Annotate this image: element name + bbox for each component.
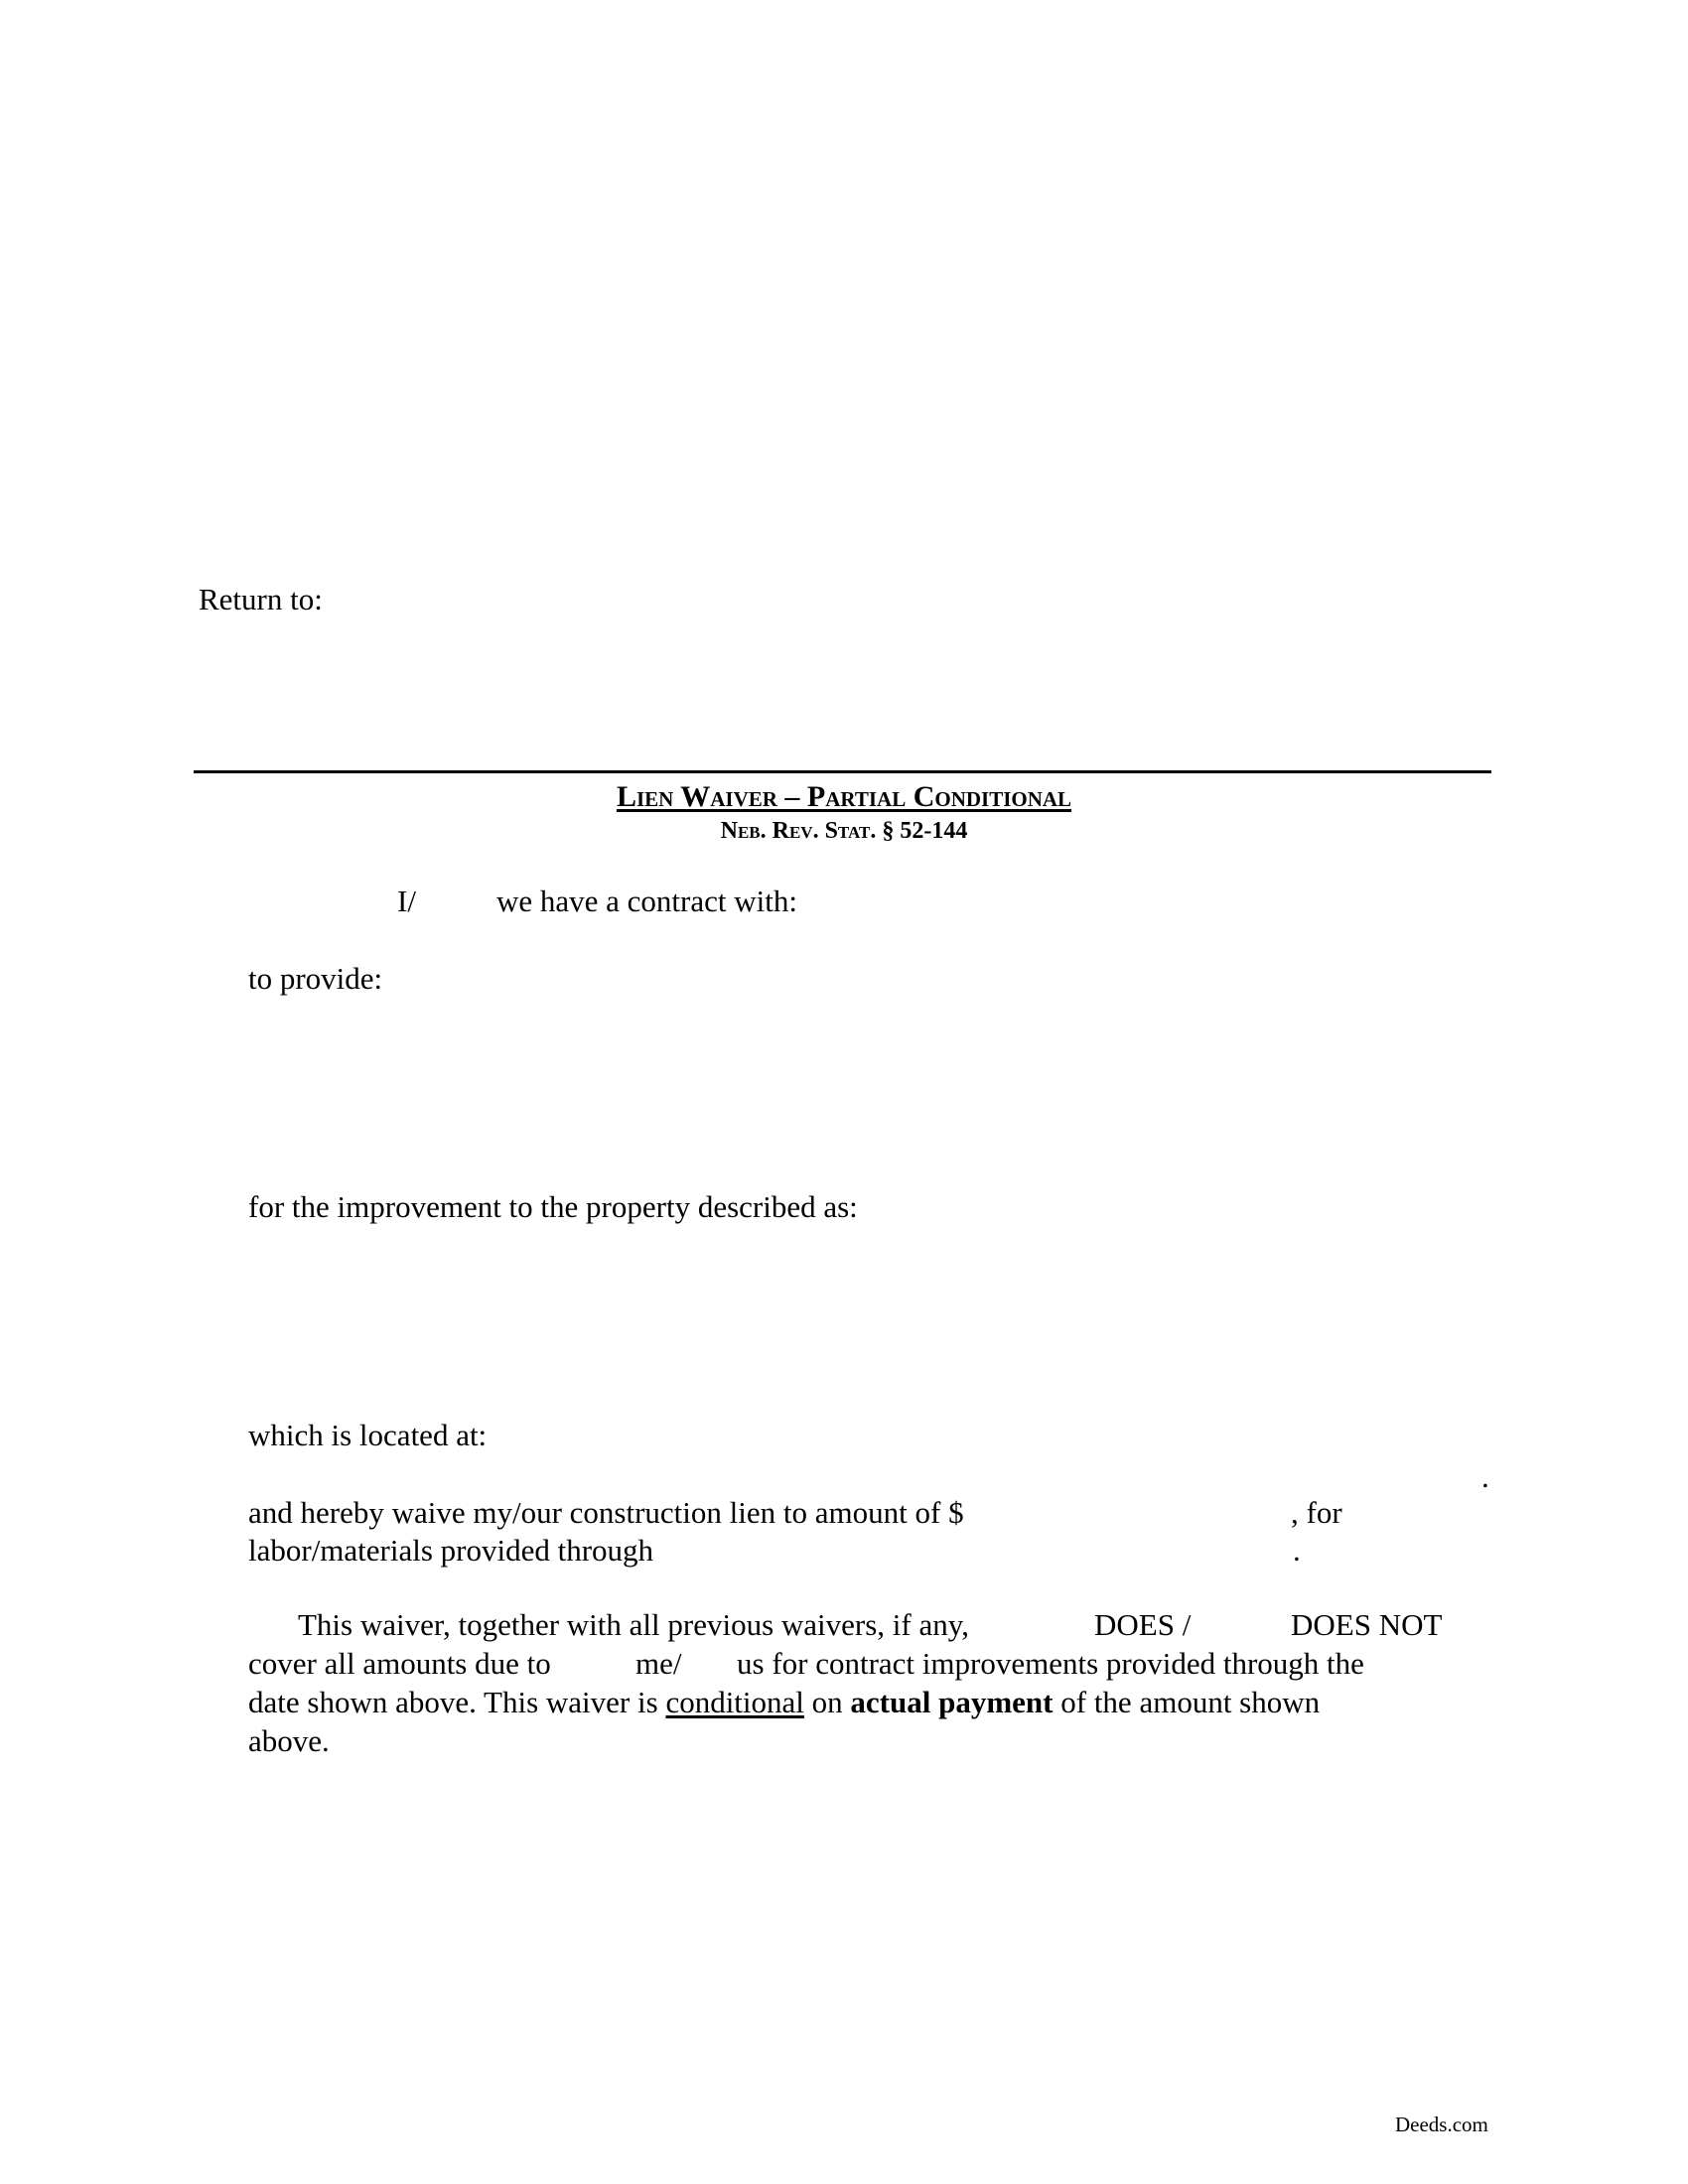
waiver-paragraph-start: This waiver, together with all previous waivers, if any, (298, 1607, 969, 1642)
location-label: which is located at: (248, 1418, 488, 1452)
conditional-term: conditional (665, 1685, 804, 1719)
cover-text: cover all amounts due to (248, 1646, 551, 1681)
location-end-period: . (1481, 1459, 1489, 1494)
conditional-sentence (248, 1683, 1320, 1722)
us-option-text: us for contract improvements provided through the (737, 1646, 1364, 1681)
i-option: I/ (397, 884, 416, 918)
labor-materials-text: labor/materials provided through (248, 1533, 654, 1568)
does-option: DOES / (1094, 1607, 1192, 1642)
improvement-label: for the improvement to the property described as: (248, 1189, 858, 1224)
above-text: above. (248, 1723, 330, 1758)
labor-end-period: . (1293, 1533, 1301, 1568)
on-text: on (811, 1685, 843, 1719)
actual-payment-term: actual payment (850, 1685, 1054, 1719)
me-option: me/ (635, 1646, 682, 1681)
form-title: Lien Waiver – Partial Conditional (616, 780, 1072, 813)
footer-brand: Deeds.com (1395, 2113, 1488, 2136)
return-to-label: Return to: (199, 582, 323, 616)
to-provide-label: to provide: (248, 961, 383, 996)
waiver-amount-text: and hereby waive my/our construction lien to amount of $ (248, 1495, 964, 1530)
statute-reference: Neb. Rev. Stat. § 52-144 (720, 818, 968, 844)
does-not-option: DOES NOT (1291, 1607, 1443, 1642)
header-divider (194, 770, 1491, 773)
date-shown-text: date shown above. This waiver is (248, 1685, 658, 1719)
waiver-for-text: , for (1291, 1495, 1342, 1530)
of-amount-text: of the amount shown (1060, 1685, 1321, 1719)
contract-statement: we have a contract with: (496, 884, 797, 918)
